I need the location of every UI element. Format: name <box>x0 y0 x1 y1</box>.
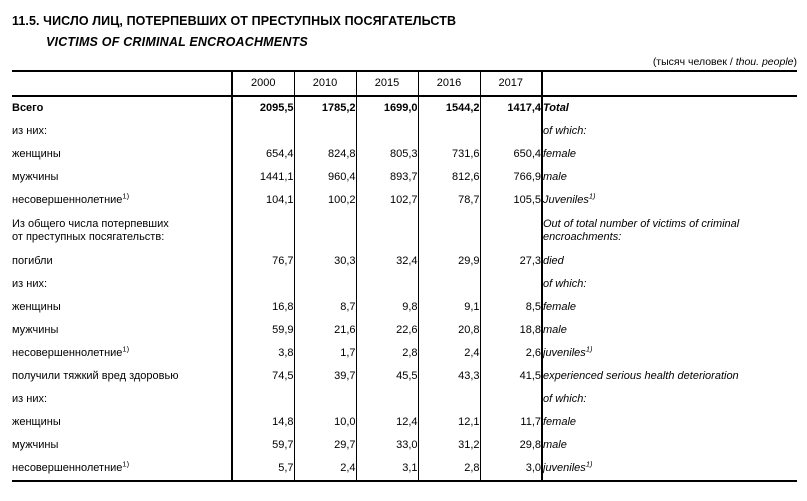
cell-2010 <box>294 120 356 143</box>
cell-2000 <box>232 273 294 296</box>
footnote-marker: 1) <box>122 344 130 354</box>
cell-2000: 654,4 <box>232 143 294 166</box>
row-label-ru: женщины <box>12 148 61 160</box>
row-label-ru: из них: <box>12 278 48 290</box>
table-row <box>12 97 797 120</box>
table-row <box>12 296 797 319</box>
cell-2000: 59,9 <box>232 319 294 342</box>
cell-2017 <box>480 212 542 250</box>
cell-2015: 3,1 <box>356 457 418 481</box>
cell-2015: 102,7 <box>356 189 418 212</box>
cell-2017: 29,8 <box>480 434 542 457</box>
cell-2015: 12,4 <box>356 411 418 434</box>
cell-2017: 11,7 <box>480 411 542 434</box>
cell-2016: 731,6 <box>418 143 480 166</box>
units-note <box>653 56 797 68</box>
cell-2016: 20,8 <box>418 319 480 342</box>
cell-2015 <box>356 120 418 143</box>
horizontal-rule <box>12 481 797 482</box>
cell-2000: 1441,1 <box>232 166 294 189</box>
cell-2016: 2,4 <box>418 342 480 365</box>
cell-2000: 2095,5 <box>232 97 294 120</box>
row-label-en <box>542 212 797 250</box>
row-label-ru: несовершеннолетние$^{1)}$ <box>12 459 130 474</box>
cell-2015: 9,8 <box>356 296 418 319</box>
cell-2016: 2,8 <box>418 457 480 481</box>
table-row <box>12 212 797 250</box>
cell-2016: 31,2 <box>418 434 480 457</box>
cell-2017 <box>480 120 542 143</box>
cell-2015: 33,0 <box>356 434 418 457</box>
cell-2010: 824,8 <box>294 143 356 166</box>
page-subtitle-english: VICTIMS OF CRIMINAL ENCROACHMENTS <box>46 35 308 49</box>
row-label-en: male <box>542 434 797 457</box>
statistics-table <box>12 70 797 482</box>
cell-2000: 5,7 <box>232 457 294 481</box>
row-label-en: of which: <box>542 388 797 411</box>
cell-2016: 78,7 <box>418 189 480 212</box>
row-label-en: male <box>542 166 797 189</box>
cell-2015: 805,3 <box>356 143 418 166</box>
cell-2010: 2,4 <box>294 457 356 481</box>
statistics-table-wrapper <box>12 70 797 482</box>
row-label-en: Juveniles$^{1)}$ <box>542 189 797 212</box>
cell-2017: 2,6 <box>480 342 542 365</box>
units-note-close: ) <box>793 56 797 68</box>
row-label-ru <box>12 212 232 250</box>
footnote-marker: 1) <box>122 459 130 469</box>
row-label-en: juveniles$^{1)}$ <box>542 457 797 481</box>
cell-2016: 9,1 <box>418 296 480 319</box>
table-row <box>12 434 797 457</box>
table-row <box>12 388 797 411</box>
row-label-ru-line2: от преступных посягательств: <box>12 231 165 243</box>
row-label-en: female <box>542 143 797 166</box>
cell-2017: 3,0 <box>480 457 542 481</box>
cell-2017: 18,8 <box>480 319 542 342</box>
table-row <box>12 120 797 143</box>
cell-2010: 21,6 <box>294 319 356 342</box>
cell-2000 <box>232 120 294 143</box>
row-label-ru: погибли <box>12 255 53 267</box>
units-note-ru: (тысяч человек / <box>652 56 736 68</box>
row-label-ru: несовершеннолетние$^{1)}$ <box>12 191 130 206</box>
cell-2010: 8,7 <box>294 296 356 319</box>
cell-2000: 16,8 <box>232 296 294 319</box>
table-row <box>12 342 797 365</box>
row-label-en: died <box>542 250 797 273</box>
table-row <box>12 143 797 166</box>
cell-2000: 76,7 <box>232 250 294 273</box>
row-label-ru: несовершеннолетние$^{1)}$ <box>12 344 130 359</box>
cell-2015: 1699,0 <box>356 97 418 120</box>
row-label-ru: мужчины <box>12 324 59 336</box>
cell-2017: 105,5 <box>480 189 542 212</box>
table-row <box>12 189 797 212</box>
cell-2015 <box>356 388 418 411</box>
cell-2017: 41,5 <box>480 365 542 388</box>
cell-2016: 29,9 <box>418 250 480 273</box>
cell-2010: 100,2 <box>294 189 356 212</box>
cell-2010 <box>294 388 356 411</box>
row-label-ru: мужчины <box>12 439 59 451</box>
header-english-column <box>542 72 797 96</box>
table-row <box>12 319 797 342</box>
table-row <box>12 166 797 189</box>
table-body <box>12 71 797 482</box>
row-label-en-line1: Out of total number of victims of criminal <box>543 218 740 230</box>
cell-2017: 8,5 <box>480 296 542 319</box>
row-label-ru-line1: Из общего числа потерпевших <box>12 218 169 230</box>
footnote-marker: 1) <box>585 459 593 469</box>
table-header-row <box>12 72 797 96</box>
page-title: 11.5. ЧИСЛО ЛИЦ, ПОТЕРПЕВШИХ ОТ ПРЕСТУПНЫХ ПОСЯГАТЕЛЬСТВ <box>12 14 457 28</box>
cell-2016 <box>418 120 480 143</box>
cell-2016: 1544,2 <box>418 97 480 120</box>
row-label-ru: получили тяжкий вред здоровью <box>12 370 179 382</box>
cell-2000: 59,7 <box>232 434 294 457</box>
cell-2015 <box>356 212 418 250</box>
cell-2017: 1417,4 <box>480 97 542 120</box>
row-label-en: of which: <box>542 273 797 296</box>
row-label-en: juveniles$^{1)}$ <box>542 342 797 365</box>
units-note-en: thou. people <box>735 56 794 68</box>
row-label-ru: женщины <box>12 416 61 428</box>
column-header-year-2000: 2000 <box>232 72 294 96</box>
cell-2010: 30,3 <box>294 250 356 273</box>
row-label-en: male <box>542 319 797 342</box>
table-row <box>12 273 797 296</box>
cell-2000: 14,8 <box>232 411 294 434</box>
cell-2010: 29,7 <box>294 434 356 457</box>
row-label-ru: мужчины <box>12 171 59 183</box>
cell-2016 <box>418 212 480 250</box>
row-label-ru: Всего <box>12 102 44 114</box>
cell-2000: 104,1 <box>232 189 294 212</box>
cell-2000 <box>232 388 294 411</box>
cell-2010: 960,4 <box>294 166 356 189</box>
cell-2017: 766,9 <box>480 166 542 189</box>
cell-2015: 22,6 <box>356 319 418 342</box>
cell-2017: 650,4 <box>480 143 542 166</box>
cell-2017: 27,3 <box>480 250 542 273</box>
cell-2000 <box>232 212 294 250</box>
cell-2010: 10,0 <box>294 411 356 434</box>
cell-2015: 32,4 <box>356 250 418 273</box>
footnote-marker: 1) <box>588 191 596 201</box>
cell-2010: 1785,2 <box>294 97 356 120</box>
table-row <box>12 365 797 388</box>
row-label-en: female <box>542 411 797 434</box>
row-label-ru: женщины <box>12 301 61 313</box>
cell-2000: 3,8 <box>232 342 294 365</box>
table-bottom-rule <box>12 481 797 482</box>
column-header-year-2017: 2017 <box>480 72 542 96</box>
table-row <box>12 250 797 273</box>
footnote-marker: 1) <box>122 191 130 201</box>
cell-2016: 12,1 <box>418 411 480 434</box>
row-label-ru: из них: <box>12 125 48 137</box>
cell-2010 <box>294 212 356 250</box>
cell-2015: 45,5 <box>356 365 418 388</box>
cell-2016 <box>418 388 480 411</box>
cell-2015 <box>356 273 418 296</box>
cell-2010: 39,7 <box>294 365 356 388</box>
row-label-en: of which: <box>542 120 797 143</box>
cell-2010 <box>294 273 356 296</box>
cell-2000: 74,5 <box>232 365 294 388</box>
cell-2015: 893,7 <box>356 166 418 189</box>
row-label-en: female <box>542 296 797 319</box>
row-label-en: Total <box>542 97 797 120</box>
header-label-column <box>12 72 232 96</box>
column-header-year-2010: 2010 <box>294 72 356 96</box>
cell-2010: 1,7 <box>294 342 356 365</box>
table-row <box>12 457 797 481</box>
footnote-marker: 1) <box>585 344 593 354</box>
cell-2016 <box>418 273 480 296</box>
row-label-en: experienced serious health deterioration <box>542 365 797 388</box>
column-header-year-2016: 2016 <box>418 72 480 96</box>
cell-2016: 812,6 <box>418 166 480 189</box>
column-header-year-2015: 2015 <box>356 72 418 96</box>
row-label-en-line2: encroachments: <box>543 231 622 243</box>
table-row <box>12 411 797 434</box>
cell-2016: 43,3 <box>418 365 480 388</box>
cell-2015: 2,8 <box>356 342 418 365</box>
cell-2017 <box>480 388 542 411</box>
row-label-ru: из них: <box>12 393 48 405</box>
cell-2017 <box>480 273 542 296</box>
